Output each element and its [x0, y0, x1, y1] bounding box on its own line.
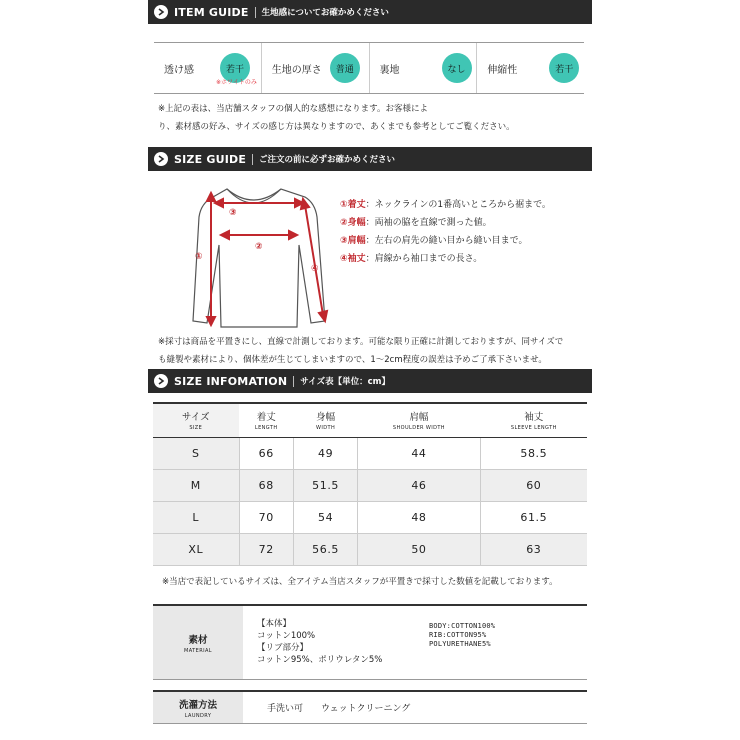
value-cell: 63: [480, 533, 587, 565]
col-length: 着丈 LENGTH: [239, 403, 293, 437]
material-section: [153, 604, 587, 680]
size-info-title: SIZE INFOMATION: [174, 374, 288, 388]
legend-key: ①着丈: [340, 200, 366, 210]
item-guide-subtitle: 生地感についてお確かめください: [261, 8, 389, 18]
shirt-outline-icon: [165, 183, 335, 333]
size-cell: S: [153, 437, 239, 469]
material-line: 【リブ部分】: [257, 643, 309, 653]
material-body: [243, 606, 587, 679]
size-cell: XL: [153, 533, 239, 565]
divider: [293, 376, 294, 387]
size-guide-subtitle: ご注文の前に必ずお確かめください: [259, 155, 396, 165]
value-cell: 72: [239, 533, 293, 565]
fabric-item-value: 若干: [220, 53, 250, 83]
item-guide-disclaimer: [158, 100, 588, 136]
fabric-item-label: 透け感: [164, 64, 194, 76]
value-cell: 49: [293, 437, 357, 469]
note-line: ※採寸は商品を平置きにし、直線で計測しております。可能な限り正確に計測しておりますが、同サイズで: [158, 337, 564, 347]
divider: [255, 7, 256, 18]
size-table: [153, 402, 587, 566]
laundry-item: ウェットクリーニング: [321, 704, 411, 714]
fabric-feel-table: [154, 42, 584, 94]
size-info-subtitle: サイズ表【単位：cm】: [300, 377, 390, 387]
size-cell: M: [153, 469, 239, 501]
measurement-legend: [340, 196, 551, 268]
laundry-label-en: LAUNDRY: [184, 712, 212, 719]
material-label-en: MATERIAL: [184, 647, 212, 654]
marker-3: ③: [229, 208, 237, 218]
material-label: [153, 606, 243, 679]
value-cell: 48: [358, 501, 480, 533]
value-cell: 61.5: [480, 501, 587, 533]
legend-desc: ：ネックラインの1番高いところから裾まで。: [365, 200, 551, 210]
table-row: [153, 469, 587, 501]
legend-desc: ：両袖の脇を直線で測った値。: [365, 218, 492, 228]
disclaimer-line: ※上記の表は、当店舗スタッフの個人的な感想になります。お客様によ: [158, 104, 428, 114]
value-cell: 50: [358, 533, 480, 565]
material-line: 【本体】: [257, 619, 292, 629]
table-row: [153, 533, 587, 565]
marker-2: ②: [255, 242, 263, 252]
item-guide-title: ITEM GUIDE: [174, 5, 249, 19]
fabric-item-note: ※ホワイトのみ: [216, 79, 257, 86]
size-info-header: [148, 369, 592, 393]
material-line: BODY:COTTON100%: [429, 622, 496, 630]
value-cell: 70: [239, 501, 293, 533]
size-table-header: [153, 403, 587, 437]
fabric-item-value: 若干: [549, 53, 579, 83]
legend-key: ③肩幅: [340, 236, 366, 246]
value-cell: 68: [239, 469, 293, 501]
material-jp: [257, 618, 429, 679]
disclaimer-line: り、素材感の好み、サイズの感じ方は異なりますので、あくまでも参考としてご覧ください。: [158, 122, 515, 132]
size-guide-header: [148, 147, 592, 171]
material-line: POLYURETHANE5%: [429, 640, 491, 648]
fabric-item-value: なし: [442, 53, 472, 83]
laundry-body: [243, 692, 587, 723]
value-cell: 56.5: [293, 533, 357, 565]
material-line: RIB:COTTON95%: [429, 631, 487, 639]
legend-row: [340, 196, 551, 214]
material-en: [429, 618, 495, 679]
table-row: [153, 437, 587, 469]
fabric-item-label: 伸縮性: [487, 64, 518, 76]
fabric-item-label: 裏地: [379, 64, 400, 76]
note-line: も縫製や素材により、個体差が生じてしまいますので、1〜2cm程度の誤差は予めご了承下さいませ。: [158, 355, 547, 365]
fabric-item-sheer: [154, 43, 261, 93]
col-width: 身幅 WIDTH: [293, 403, 357, 437]
col-shoulder: 肩幅 SHOULDER WIDTH: [358, 403, 480, 437]
legend-desc: ：肩線から袖口までの長さ。: [365, 254, 483, 264]
legend-row: [340, 214, 551, 232]
value-cell: 44: [358, 437, 480, 469]
value-cell: 60: [480, 469, 587, 501]
fabric-item-value: 普通: [330, 53, 360, 83]
material-line: コットン100%: [257, 631, 316, 641]
value-cell: 58.5: [480, 437, 587, 469]
size-guide-note: [158, 333, 588, 369]
item-guide-header: [148, 0, 592, 24]
value-cell: 46: [358, 469, 480, 501]
col-sleeve: 袖丈 SLEEVE LENGTH: [480, 403, 587, 437]
value-cell: 66: [239, 437, 293, 469]
legend-row: [340, 232, 551, 250]
laundry-label: [153, 692, 243, 723]
col-size: サイズ SIZE: [153, 403, 239, 437]
fabric-item-lining: [369, 43, 477, 93]
marker-4: ④: [311, 264, 319, 274]
legend-key: ④袖丈: [340, 254, 366, 264]
table-row: [153, 501, 587, 533]
laundry-section: [153, 690, 587, 724]
chevron-right-icon: [154, 152, 168, 166]
size-cell: L: [153, 501, 239, 533]
legend-key: ②身幅: [340, 218, 366, 228]
size-guide-title: SIZE GUIDE: [174, 152, 247, 166]
laundry-label-jp: 洗濯方法: [178, 699, 217, 711]
legend-row: [340, 250, 551, 268]
marker-1: ①: [195, 252, 203, 262]
chevron-right-icon: [154, 374, 168, 388]
legend-desc: ：左右の肩先の縫い目から縫い目まで。: [365, 236, 528, 246]
value-cell: 54: [293, 501, 357, 533]
material-line: コットン95%、ポリウレタン5%: [257, 655, 383, 665]
chevron-right-icon: [154, 5, 168, 19]
material-label-jp: 素材: [188, 634, 208, 646]
laundry-item: 手洗い可: [267, 704, 304, 714]
shirt-measurement-diagram: [165, 183, 335, 333]
fabric-item-label: 生地の厚さ: [271, 64, 322, 76]
value-cell: 51.5: [293, 469, 357, 501]
divider: [252, 154, 253, 165]
fabric-item-thickness: [261, 43, 369, 93]
fabric-item-stretch: [476, 43, 584, 93]
size-info-footnote: ※当店で表記しているサイズは、全アイテム当店スタッフが平置きで採寸した数値を記載しております。: [162, 577, 558, 587]
